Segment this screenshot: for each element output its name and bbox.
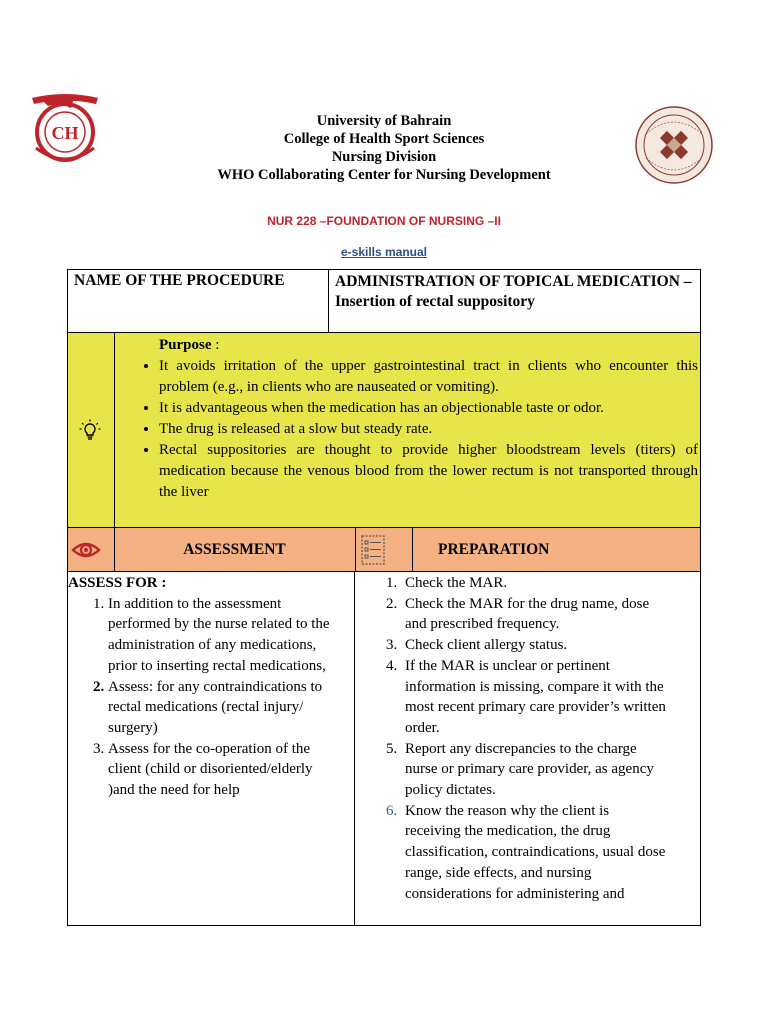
eye-icon-cell <box>68 528 115 572</box>
preparation-item: 5. Report any discrepancies to the charge nurse or primary care provider, as agency policy dictates. <box>401 739 700 801</box>
purpose-colon: : <box>211 337 220 353</box>
purpose-heading <box>114 335 700 356</box>
purpose-item: • It avoids irritation of the upper gastrointestinal tract in clients who encounter this problem (e.g., in clients who are nauseated or vomiting). <box>159 356 700 398</box>
assessment-item: 3. Assess for the co-operation of the client (child or disoriented/elderly )and the need for help <box>108 739 354 801</box>
assessment-header: ASSESSMENT <box>114 528 356 572</box>
assessment-list <box>68 594 354 801</box>
assess-for-title: ASSESS FOR : <box>68 575 167 591</box>
checklist-icon-cell <box>355 528 413 572</box>
purpose-section <box>68 333 700 528</box>
assessment-item: 2. Assess: for any contraindications to rectal medications (rectal injury/ surgery) <box>108 677 354 739</box>
section-header-row <box>68 528 700 572</box>
preparation-item: 2. Check the MAR for the drug name, dose and prescribed frequency. <box>401 594 700 635</box>
assessment-column <box>68 572 355 925</box>
preparation-column <box>355 572 700 925</box>
purpose-icon-cell <box>68 333 115 528</box>
checklist-icon <box>361 535 385 565</box>
preparation-header: PREPARATION <box>438 541 550 558</box>
course-title: NUR 228 –FOUNDATION OF NURSING –II <box>267 214 501 228</box>
procedure-table <box>67 269 701 926</box>
purpose-title: Purpose <box>159 337 212 353</box>
preparation-item: 3. Check client allergy status. <box>401 635 700 656</box>
institution-header <box>0 112 768 184</box>
manual-subtitle-text: e-skills manual <box>340 245 428 259</box>
preparation-item: 6. Know the reason why the client is receiving the medication, the drug classification, contraindications, usual dose range, side effects, and nursing considerations for administering and <box>401 801 700 905</box>
purpose-list <box>114 356 700 503</box>
preparation-item: 1. Check the MAR. <box>401 573 700 594</box>
lightbulb-icon <box>79 419 101 441</box>
division-name: Nursing Division <box>331 149 437 165</box>
purpose-item: • The drug is released at a slow but steady rate. <box>159 419 700 440</box>
assessment-item: 1. In addition to the assessment performed by the nurse related to the administration of any medications, prior to inserting rectal medications, <box>108 594 354 677</box>
procedure-name-label: NAME OF THE PROCEDURE <box>68 270 329 333</box>
center-name: WHO Collaborating Center for Nursing Development <box>217 167 551 183</box>
purpose-item: • Rectal suppositories are thought to provide higher bloodstream levels (titers) of medication because the venous blood from the lower rectum is not transported through the liver <box>159 440 700 503</box>
logo-letters: CH <box>51 123 79 143</box>
university-name: University of Bahrain <box>316 113 452 129</box>
eye-icon <box>71 540 101 560</box>
preparation-item: 4. If the MAR is unclear or pertinent information is missing, compare it with the most recent primary care provider’s written order. <box>401 656 700 739</box>
college-name: College of Health Sport Sciences <box>283 131 485 147</box>
manual-subtitle <box>0 245 768 259</box>
preparation-list <box>355 573 700 904</box>
procedure-title: ADMINISTRATION OF TOPICAL MEDICATION – Insertion of rectal suppository <box>329 270 701 333</box>
purpose-item: • It is advantageous when the medication has an objectionable taste or odor. <box>159 398 700 419</box>
purpose-content <box>114 333 700 530</box>
